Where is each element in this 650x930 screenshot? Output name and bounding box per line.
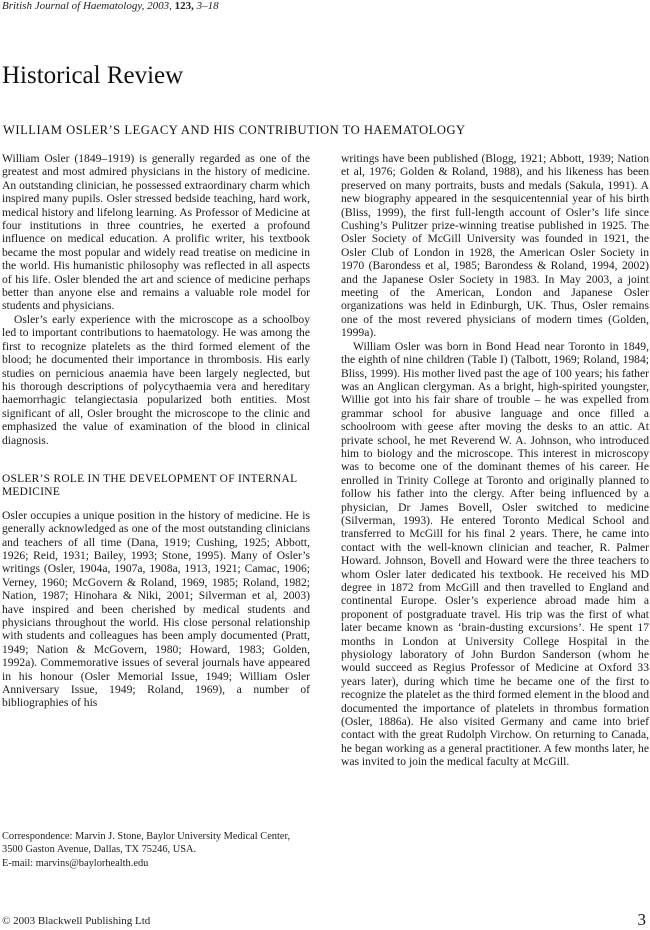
right-column <box>341 152 649 769</box>
abstract-paragraph-2: Osler’s early experience with the microscope as a schoolboy led to important contributions to haematology. He was among the first to recognize platelets as the third formed element of the blood; he documented their importance in thrombosis. His early studies on pernicious anaemia have been largely neglected, but his thorough descriptions of polycythaemia vera and hereditary haemorrhagic telangiectasia popularized both entities. Most significant of all, Osler brought the microscope to the clinic and emphasized the value of examination of the blood in clinical diagnosis. <box>2 312 310 447</box>
body-paragraph-2: William Osler was born in Bond Head near Toronto in 1849, the eighth of nine children (Table I) (Talbott, 1969; Roland, 1984; Bliss, 1999). His mother lived past the age of 100 years; his father was an Anglican clergyman. As a bright, high-spirited youngster, Willie got into his fair share of trouble – he was expelled from grammar school for abusive language and once filled a schoolroom with geese after moving the desks to an attic. At private school, he met Reverend W. A. Johnson, who introduced him to biology and the microscope. This interest in microscopy was to become one of the dominant themes of his career. He enrolled in Trinity College at Toronto and originally planned to follow his father into the clergy. After being influenced by a physician, Dr James Bovell, Osler switched to medicine (Silverman, 1993). He entered Toronto Medical School and transferred to McGill for his final 2 years. There, he came into contact with the well-known clinician and teacher, R. Palmer Howard. Johnson, Bovell and Howard were the three teachers to whom Osler later dedicated his textbook. He received his MD degree in 1872 from McGill and then travelled to England and continental Europe. Osler’s experience abroad made him a proponent of postgraduate travel. His trip was the first of what later became known as ‘brain-dusting excursions’. He spent 17 months in London at University College Hospital in the physiology laboratory of John Burdon Sanderson (whom he would succeed as Regius Professor of Medicine at Oxford 33 years later), during which time he became one of the first to recognize the platelet as the third formed element in the blood and documented the importance of platelets in thrombus formation (Osler, 1886a). He also visited Germany and came into brief contact with the great Rudolph Virchow. On returning to Canada, he began working as a general practitioner. A few months later, he was invited to join the medical faculty at McGill. <box>341 339 649 769</box>
journal-pages: 3–18 <box>196 0 219 12</box>
correspondence-line-1: Correspondence: Marvin J. Stone, Baylor University Medical Center, <box>2 831 291 842</box>
correspondence-email: E-mail: marvins@baylorhealth.edu <box>2 857 149 869</box>
journal-year: 2003, <box>147 0 172 12</box>
left-column <box>2 152 310 710</box>
correspondence-note <box>2 830 322 870</box>
abstract-paragraph-1: William Osler (1849–1919) is generally regarded as one of the greatest and most admired physicians in the history of medicine. An outstanding clinician, he possessed extraordinary charm which inspired many pupils. Osler stressed bedside teaching, hard work, medical history and lifelong learning. As Professor of Medicine at four institutions in three countries, he exerted a profound influence on medical education. A prolific writer, his textbook became the most popular and widely read treatise on medicine in the world. His humanistic philosophy was reflected in all aspects of his life. Osler blended the art and science of medicine perhaps better than anyone else and remains a valuable role model for students and physicians. <box>2 152 310 313</box>
running-head <box>2 0 219 12</box>
page-number: 3 <box>637 910 646 929</box>
section-subheading: OSLER’S ROLE IN THE DEVELOPMENT OF INTERNAL MEDICINE <box>2 472 297 499</box>
journal-volume: 123, <box>174 0 194 12</box>
body-paragraph-continued: writings have been published (Blogg, 1921; Abbott, 1939; Nation et al, 1976; Golden & Roland, 1988), and his likeness has been preserved on many portraits, busts and medals (Sakula, 1991). A new biography appeared in the sesquicentennial year of his birth (Bliss, 1999), the first full-length account of Osler’s life since Cushing’s Pulitzer prize-winning treatise published in 1925. The Osler Society of McGill University was founded in 1921, the Osler Club of London in 1928, the American Osler Society in 1970 (Barondess et al, 1985; Barondess & Roland, 1994, 2002) and the Japanese Osler Society in 1983. In May 2003, a joint meeting of the American, London and Japanese Osler organizations was held in Edinburgh, UK. Thus, Osler remains one of the most revered physicians of modern times (Golden, 1999a). <box>341 152 649 340</box>
section-title: Historical Review <box>2 62 184 89</box>
body-paragraph-1: Osler occupies a unique position in the history of medicine. He is generally acknowledged as one of the most outstanding clinicians and teachers of all time (Dana, 1919; Cushing, 1925; Abbott, 1926; Reid, 1931; Bailey, 1993; Stone, 1995). Many of Osler’s writings (Osler, 1904a, 1907a, 1908a, 1913, 1921; Camac, 1906; Verney, 1960; McGovern & Roland, 1969, 1985; Roland, 1982; Nation, 1987; Hinohara & Niki, 2001; Silverman et al, 2003) have inspired and been cherished by medical students and physicians throughout the world. His close personal relationship with students and colleagues has been amply documented (Pratt, 1949; Nation & McGovern, 1980; Howard, 1983; Golden, 1992a). Commemorative issues of several journals have appeared in his honour (Osler Memorial Issue, 1949; William Osler Anniversary Issue, 1949; Roland, 1969), a number of bibliographies of his <box>2 508 310 710</box>
copyright-notice: © 2003 Blackwell Publishing Ltd <box>2 915 151 927</box>
journal-name: British Journal of Haematology, <box>2 0 145 12</box>
article-title: WILLIAM OSLER’S LEGACY AND HIS CONTRIBUTION TO HAEMATOLOGY <box>3 123 466 137</box>
correspondence-line-2: 3500 Gaston Avenue, Dallas, TX 75246, USA. <box>2 844 197 856</box>
